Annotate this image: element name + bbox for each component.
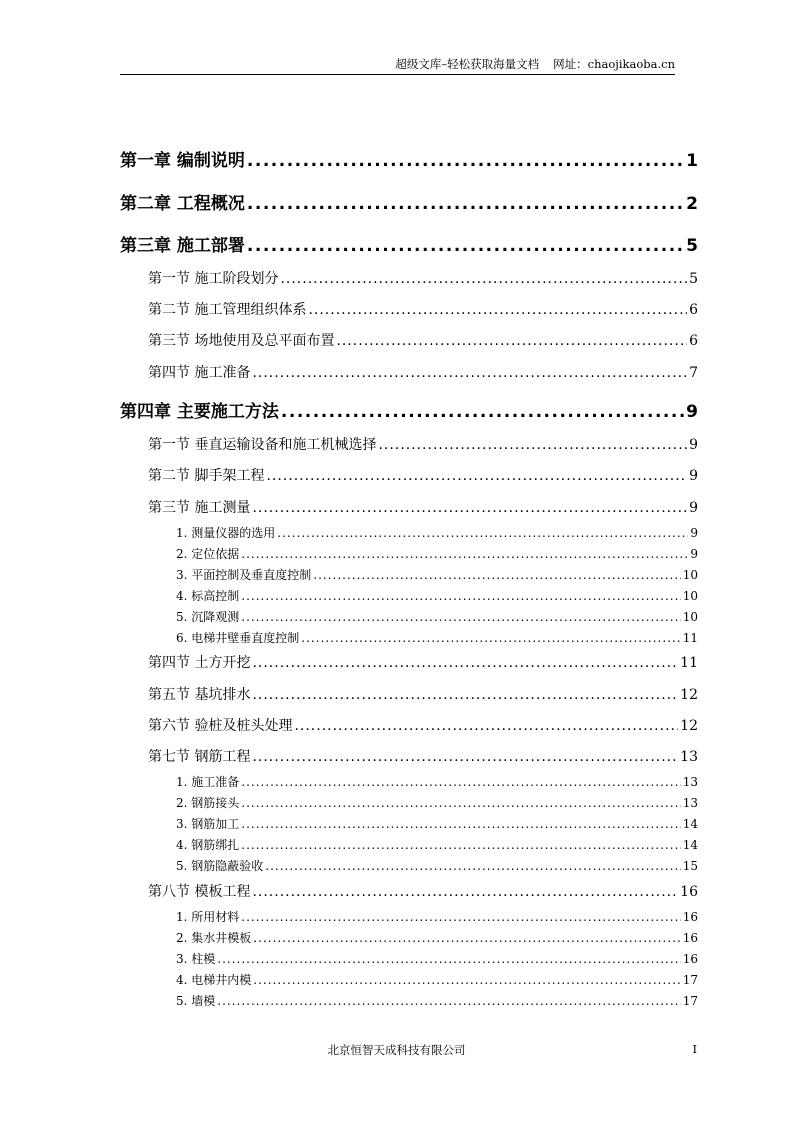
toc-entry-page: 2: [686, 194, 698, 214]
toc-entry-page: 7: [689, 365, 698, 381]
toc-entry[interactable]: [148, 434, 698, 454]
toc-leader-dots: [252, 365, 687, 381]
toc-entry-label: 5. 沉降观测: [176, 610, 240, 624]
toc-leader-dots: [241, 547, 688, 561]
toc-entry[interactable]: [120, 397, 698, 422]
toc-entry-page: 5: [689, 271, 698, 287]
toc-entry-label: 第五节 基坑排水: [148, 687, 251, 703]
toc-leader-dots: [281, 402, 684, 422]
page-header: [120, 56, 675, 75]
toc-entry-label: 1. 所用材料: [176, 910, 240, 924]
toc-leader-dots: [277, 526, 688, 540]
toc-entry-page: 10: [682, 568, 698, 582]
toc-entry-page: 9: [689, 468, 698, 484]
toc-leader-dots: [308, 302, 687, 318]
toc-entry-label: 第一节 施工阶段划分: [148, 271, 279, 287]
toc-leader-dots: [247, 236, 684, 256]
toc-leader-dots: [252, 687, 678, 703]
toc-entry-page: 9: [690, 526, 698, 540]
toc-entry-label: 5. 钢筋隐蔽验收: [176, 859, 264, 873]
toc-entry[interactable]: [176, 608, 698, 625]
toc-entry-label: 第四节 土方开挖: [148, 655, 251, 671]
toc-leader-dots: [294, 718, 678, 734]
toc-leader-dots: [241, 610, 680, 624]
toc-entry-label: 6. 电梯井壁垂直度控制: [176, 631, 300, 645]
toc-entry-page: 9: [690, 547, 698, 561]
toc-entry[interactable]: [148, 652, 698, 672]
toc-entry-page: 9: [689, 437, 698, 453]
toc-entry-label: 第三节 施工测量: [148, 500, 251, 516]
toc-entry[interactable]: [176, 815, 698, 832]
toc-entry-page: 12: [680, 687, 698, 703]
toc-leader-dots: [252, 655, 678, 671]
toc-entry-label: 第八节 模板工程: [148, 884, 251, 900]
header-url[interactable]: 网址：chaojikaoba.cn: [553, 57, 675, 71]
toc-entry-label: 第四章 主要施工方法: [120, 402, 279, 422]
toc-leader-dots: [253, 973, 680, 987]
toc-entry[interactable]: [176, 857, 698, 874]
toc-entry[interactable]: [120, 189, 698, 214]
toc-entry-page: 16: [682, 931, 698, 945]
toc-entry-label: 第三章 施工部署: [120, 236, 245, 256]
toc-entry-label: 第一章 编制说明: [120, 151, 245, 171]
toc-entry-label: 第二节 脚手架工程: [148, 468, 265, 484]
toc-entry[interactable]: [176, 908, 698, 925]
toc-leader-dots: [241, 817, 680, 831]
toc-entry[interactable]: [120, 231, 698, 256]
toc-entry-label: 第二节 施工管理组织体系: [148, 302, 307, 318]
toc-entry-page: 6: [689, 302, 698, 318]
toc-leader-dots: [280, 271, 687, 287]
toc-entry-label: 第四节 施工准备: [148, 365, 251, 381]
toc-entry-page: 17: [682, 973, 698, 987]
toc-entry[interactable]: [148, 746, 698, 766]
footer-company: 北京恒智天成科技有限公司: [327, 1043, 466, 1057]
toc-entry-page: 10: [682, 610, 698, 624]
toc-leader-dots: [252, 500, 687, 516]
toc-entry[interactable]: [148, 465, 698, 485]
toc-entry-label: 3. 平面控制及垂直度控制: [176, 568, 312, 582]
toc-entry-label: 2. 钢筋接头: [176, 796, 240, 810]
toc-entry-label: 第二章 工程概况: [120, 194, 245, 214]
toc-entry[interactable]: [120, 146, 698, 171]
toc-entry-label: 1. 测量仪器的选用: [176, 526, 276, 540]
toc-leader-dots: [247, 194, 684, 214]
toc-leader-dots: [217, 952, 680, 966]
toc-entry-label: 3. 钢筋加工: [176, 817, 240, 831]
toc-entry[interactable]: [148, 497, 698, 517]
toc-entry-page: 5: [686, 236, 698, 256]
toc-leader-dots: [252, 884, 678, 900]
toc-entry-page: 9: [686, 402, 698, 422]
toc-entry[interactable]: [176, 587, 698, 604]
toc-entry-page: 16: [682, 910, 698, 924]
toc-entry-page: 16: [680, 884, 698, 900]
toc-leader-dots: [301, 631, 680, 645]
toc-leader-dots: [265, 859, 680, 873]
toc-entry-page: 6: [689, 333, 698, 349]
toc-entry[interactable]: [176, 950, 698, 967]
toc-entry-label: 2. 定位依据: [176, 547, 240, 561]
toc-entry-page: 14: [682, 817, 698, 831]
toc-entry-page: 11: [682, 631, 698, 645]
toc-entry[interactable]: [148, 330, 698, 350]
toc-leader-dots: [247, 151, 684, 171]
toc-entry-label: 4. 标高控制: [176, 589, 240, 603]
header-site-name: 超级文库–轻松获取海量文档: [395, 57, 540, 71]
toc-entry-label: 第一节 垂直运输设备和施工机械选择: [148, 437, 377, 453]
toc-entry-page: 13: [682, 775, 698, 789]
toc-leader-dots: [313, 568, 680, 582]
toc-entry-page: 13: [680, 749, 698, 765]
toc-entry[interactable]: [176, 629, 698, 646]
toc-entry-label: 第三节 场地使用及总平面布置: [148, 333, 335, 349]
toc-entry[interactable]: [148, 362, 698, 382]
toc-leader-dots: [241, 910, 680, 924]
toc-entry-label: 5. 墙模: [176, 994, 216, 1008]
toc-leader-dots: [241, 838, 680, 852]
toc-entry[interactable]: [148, 299, 698, 319]
toc-entry-label: 第七节 钢筋工程: [148, 749, 251, 765]
toc-entry-page: 12: [680, 718, 698, 734]
toc-entry[interactable]: [176, 794, 698, 811]
toc-entry-page: 9: [689, 500, 698, 516]
toc-entry-page: 1: [686, 151, 698, 171]
toc-leader-dots: [253, 931, 680, 945]
toc-entry[interactable]: [148, 268, 698, 288]
toc-entry-label: 3. 柱模: [176, 952, 216, 966]
toc-entry[interactable]: [176, 971, 698, 988]
toc-entry[interactable]: [148, 881, 698, 901]
toc-leader-dots: [266, 468, 687, 484]
toc-leader-dots: [378, 437, 687, 453]
toc-entry-page: 16: [682, 952, 698, 966]
toc-entry[interactable]: [176, 773, 698, 790]
toc-leader-dots: [217, 994, 680, 1008]
toc-entry-page: 14: [682, 838, 698, 852]
toc-entry-page: 15: [682, 859, 698, 873]
toc-entry[interactable]: [176, 836, 698, 853]
toc-entry-label: 1. 施工准备: [176, 775, 240, 789]
toc-entry-label: 2. 集水井模板: [176, 931, 252, 945]
toc-entry-page: 17: [682, 994, 698, 1008]
toc-entry-page: 11: [680, 655, 698, 671]
toc-entry[interactable]: [176, 992, 698, 1009]
toc-leader-dots: [336, 333, 687, 349]
toc-entry[interactable]: [148, 684, 698, 704]
footer-page-number: I: [692, 1042, 697, 1056]
toc-entry[interactable]: [176, 929, 698, 946]
toc-entry-label: 4. 电梯井内模: [176, 973, 252, 987]
toc-leader-dots: [252, 749, 678, 765]
toc-entry-page: 10: [682, 589, 698, 603]
toc-entry[interactable]: [148, 715, 698, 735]
toc-leader-dots: [241, 589, 680, 603]
toc-entry-label: 第六节 验桩及桩头处理: [148, 718, 293, 734]
toc-leader-dots: [241, 796, 680, 810]
toc-entry[interactable]: [176, 524, 698, 541]
toc-entry[interactable]: [176, 566, 698, 583]
toc-leader-dots: [241, 775, 680, 789]
toc-entry[interactable]: [176, 545, 698, 562]
toc-entry-page: 13: [682, 796, 698, 810]
toc-entry-label: 4. 钢筋绑扎: [176, 838, 240, 852]
